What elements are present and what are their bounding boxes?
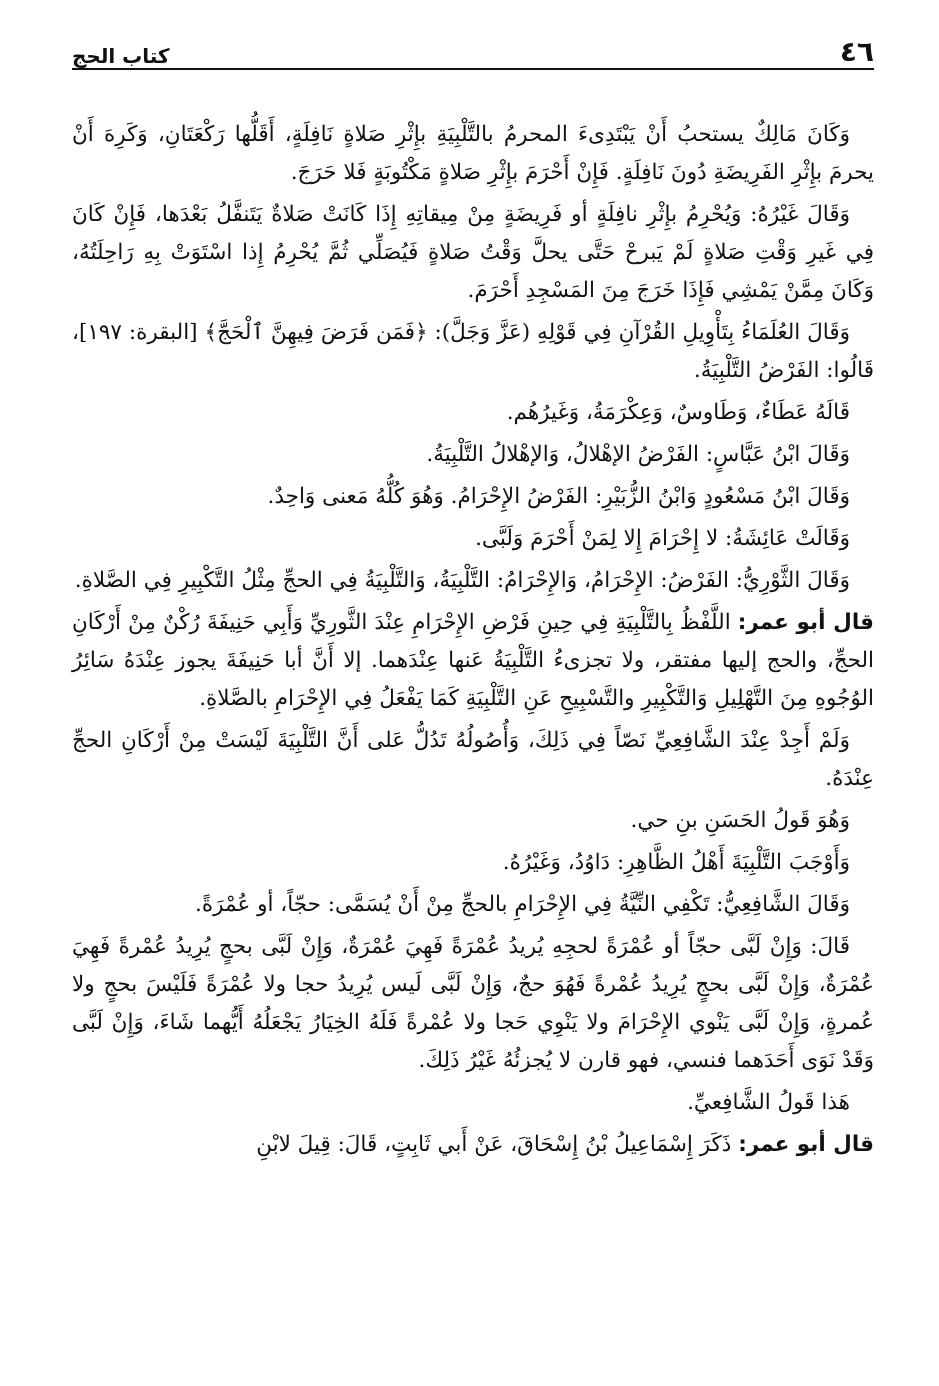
paragraph-speaker: قال أبو عمر: bbox=[738, 1132, 874, 1157]
paragraph bbox=[72, 478, 874, 516]
paragraph-text: قَالَهُ عَطَاءٌ، وَطَاوسٌ، وَعِكْرَمَةُ، وَغَيرُهُم. bbox=[506, 400, 850, 425]
paragraph-text: وَقَالَ الثَّوْرِيُّ: الفَرْضُ: الإِحْرَامُ، وَالإِحْرَامُ: التَّلْبِيَةُ، وَالتَّلْبِيَةُ فِي الحجِّ مِثْلُ التَّكْبِيرِ فِي الصَّلاةِ. bbox=[74, 568, 850, 593]
paragraph-text: وَأَوْجَبَ التَّلْبِيَةَ أَهْلُ الظَّاهِرِ: دَاوُدُ، وَغَيْرُهُ. bbox=[502, 850, 850, 875]
paragraph bbox=[72, 436, 874, 474]
paragraph bbox=[72, 394, 874, 432]
paragraph-text: قَالَ: وَإِنْ لَبَّى حجّاً أو عُمْرَةً لحجِهِ يُريدُ عُمْرَةً فَهِيَ عُمْرَةٌ، وَإِنْ لَبَّى بحجٍ يُرِيدُ عُمْرةً فَهِيَ عُمْرَةٌ، وَإِنْ لَبَّى بحجٍ يُرِيدُ عُمْرةً فَهُوَ حجٌ، وَإِنْ لَبَّى لَيس يُرِيدُ حجا ولا عُمْرَةً فَلَيْسَ بحجٍ ولا عُمرةٍ، وَإِنْ لَبَّى يَنْوي الإِحْرَامَ ولا يَنْوِي حَجا ولا عُمْرةً فَلَهُ الخِيَارُ يَجْعَلُهُ أَيُّهما شَاءَ، وَإِنْ لَبَّى وَقَدْ نَوَى أَحَدَهما فنسي، فهو قارن لا يُجزئُهُ غَيْرُ ذَلِكَ. bbox=[72, 934, 874, 1073]
book-page bbox=[72, 30, 874, 1370]
paragraph bbox=[72, 196, 874, 310]
paragraph bbox=[72, 844, 874, 882]
paragraph bbox=[72, 314, 874, 390]
paragraph bbox=[72, 562, 874, 600]
paragraph-text: وَكَانَ مَالِكٌ يستحبُ أَنْ يَبْتَدِىءَ المحرمُ بالتَّلْبِيَةِ بإِثْرِ صَلاةٍ نَافِلَةٍ، أَقَلُّها رَكْعَتَانِ، وَكَرِهَ أَنْ يحرمَ بإِثْرِ الفَرِيضَةِ دُونَ نَافِلَةٍ. فَإِنْ أَحْرَمَ بإِثْرِ صَلاةٍ مَكْتُوبَةٍ فَلا حَرَجَ. bbox=[72, 122, 874, 185]
paragraph-text: اللَّفْظُ بِالتَّلْبِيَةِ فِي حِينِ فَرْضِ الإِحْرَامِ عِنْدَ الثَّورِيِّ وَأَبِي حَنِيفَةَ رُكْنٌ مِنْ أَرْكَانِ الحجِّ، والحج إليها مفتقر، ولا تجزىءُ التَّلْبِيَةُ عَنها عِنْدَهما. إلا أَنَّ أبا حَنِيفَةَ يجوز عِنْدَهُ سَائِرُ الوُجُوهِ مِنَ التَّهْلِيلِ وَالتَّكْبِيرِ والتَّسْبِيحِ عَنِ التَّلْبِيَةِ كَمَا يَفْعَلُ فِي الإِحْرَامِ بالصَّلاةِ. bbox=[72, 610, 874, 711]
running-title: كتاب الحج bbox=[72, 44, 170, 68]
paragraph-text: وَلَمْ أَجِدْ عِنْدَ الشَّافِعِيِّ نَصّاً فِي ذَلِكَ، وَأُصُولُهُ تَدُلُّ عَلى أَنَّ التَّلْبِيَةَ لَيْسَتْ مِنْ أَرْكَانِ الحجِّ عِنْدَهُ. bbox=[72, 728, 874, 791]
page-header bbox=[72, 30, 874, 70]
paragraph-text: وَقَالَ العُلَمَاءُ بِتَأْوِيلِ القُرْآنِ فِي قَوْلِهِ (عَزَّ وَجَلَّ): ﴿فَمَن فَرَضَ فِيهِنَّ ٱلْحَجَّ﴾ [البقرة: ١٩٧]، قَالُوا: الفَرْضُ التَّلْبِيَةُ. bbox=[72, 320, 874, 383]
paragraph-speaker: قال أبو عمر: bbox=[737, 610, 874, 635]
paragraph bbox=[72, 928, 874, 1080]
paragraph bbox=[72, 116, 874, 192]
paragraph-text: وَقَالَ ابْنُ مَسْعُودٍ وَابْنُ الزُّبَيْرِ: الفَرْضُ الإِحْرَامُ. وَهُوَ كُلُّهُ مَعنى وَاحِدٌ. bbox=[267, 484, 850, 509]
paragraph-text: وَقَالَتْ عَائِشَةُ: لا إِحْرَامَ إِلا لِمَنْ أَحْرَمَ وَلَبَّى. bbox=[475, 526, 850, 551]
paragraph-text: وَقَالَ الشَّافِعِيُّ: تَكْفِي النِّيَّةُ فِي الإِحْرَامِ بالحجِّ مِنْ أَنْ يُسَمَّى: حجّاً، أو عُمْرَةً. bbox=[195, 892, 850, 917]
paragraph-text: وَهُوَ قَولُ الحَسَنِ بنِ حي. bbox=[630, 808, 850, 833]
paragraph-text: وَقَالَ غَيْرُهُ: وَيُحْرِمُ بإِثْرِ نافِلَةٍ أو فَرِيضَةٍ مِنْ مِيقاتِهِ إِذَا كَانَتْ صَلاةٌ يَتَنفَّلُ بَعْدَها، فَإِنْ كَانَ فِي غَيرِ وَقْتِ صَلاةٍ لَمْ يَبرحْ حَتَّى يحلَّ وَقْتُ صَلاةٍ فَيُصَلِّي ثُمَّ يُحْرِمُ إِذا اسْتَوَتْ بِهِ رَاحِلَتُهُ، وَكَانَ مِمَّنْ يَمْشِي فَإِذَا خَرَجَ مِنَ المَسْجِدِ أَحْرَمَ. bbox=[72, 202, 874, 303]
paragraph bbox=[72, 1126, 874, 1164]
paragraph bbox=[72, 604, 874, 718]
paragraph bbox=[72, 722, 874, 798]
page-number: ٤٦ bbox=[839, 35, 874, 68]
paragraph-text: هَذا قَولُ الشَّافِعيِّ. bbox=[687, 1090, 850, 1115]
paragraph bbox=[72, 802, 874, 840]
paragraph-text: ذَكَرَ إِسْمَاعِيلُ بْنُ إِسْحَاقَ، عَنْ أَبي ثَابِتٍ، قَالَ: قِيلَ لابْنِ bbox=[256, 1132, 732, 1157]
paragraph bbox=[72, 1084, 874, 1122]
body-text bbox=[72, 116, 874, 1164]
paragraph bbox=[72, 520, 874, 558]
paragraph bbox=[72, 886, 874, 924]
paragraph-text: وَقَالَ ابْنُ عَبَّاسٍ: الفَرْضُ الإهْلالُ، وَالإهْلالُ التَّلْبِيَةُ. bbox=[426, 442, 850, 467]
